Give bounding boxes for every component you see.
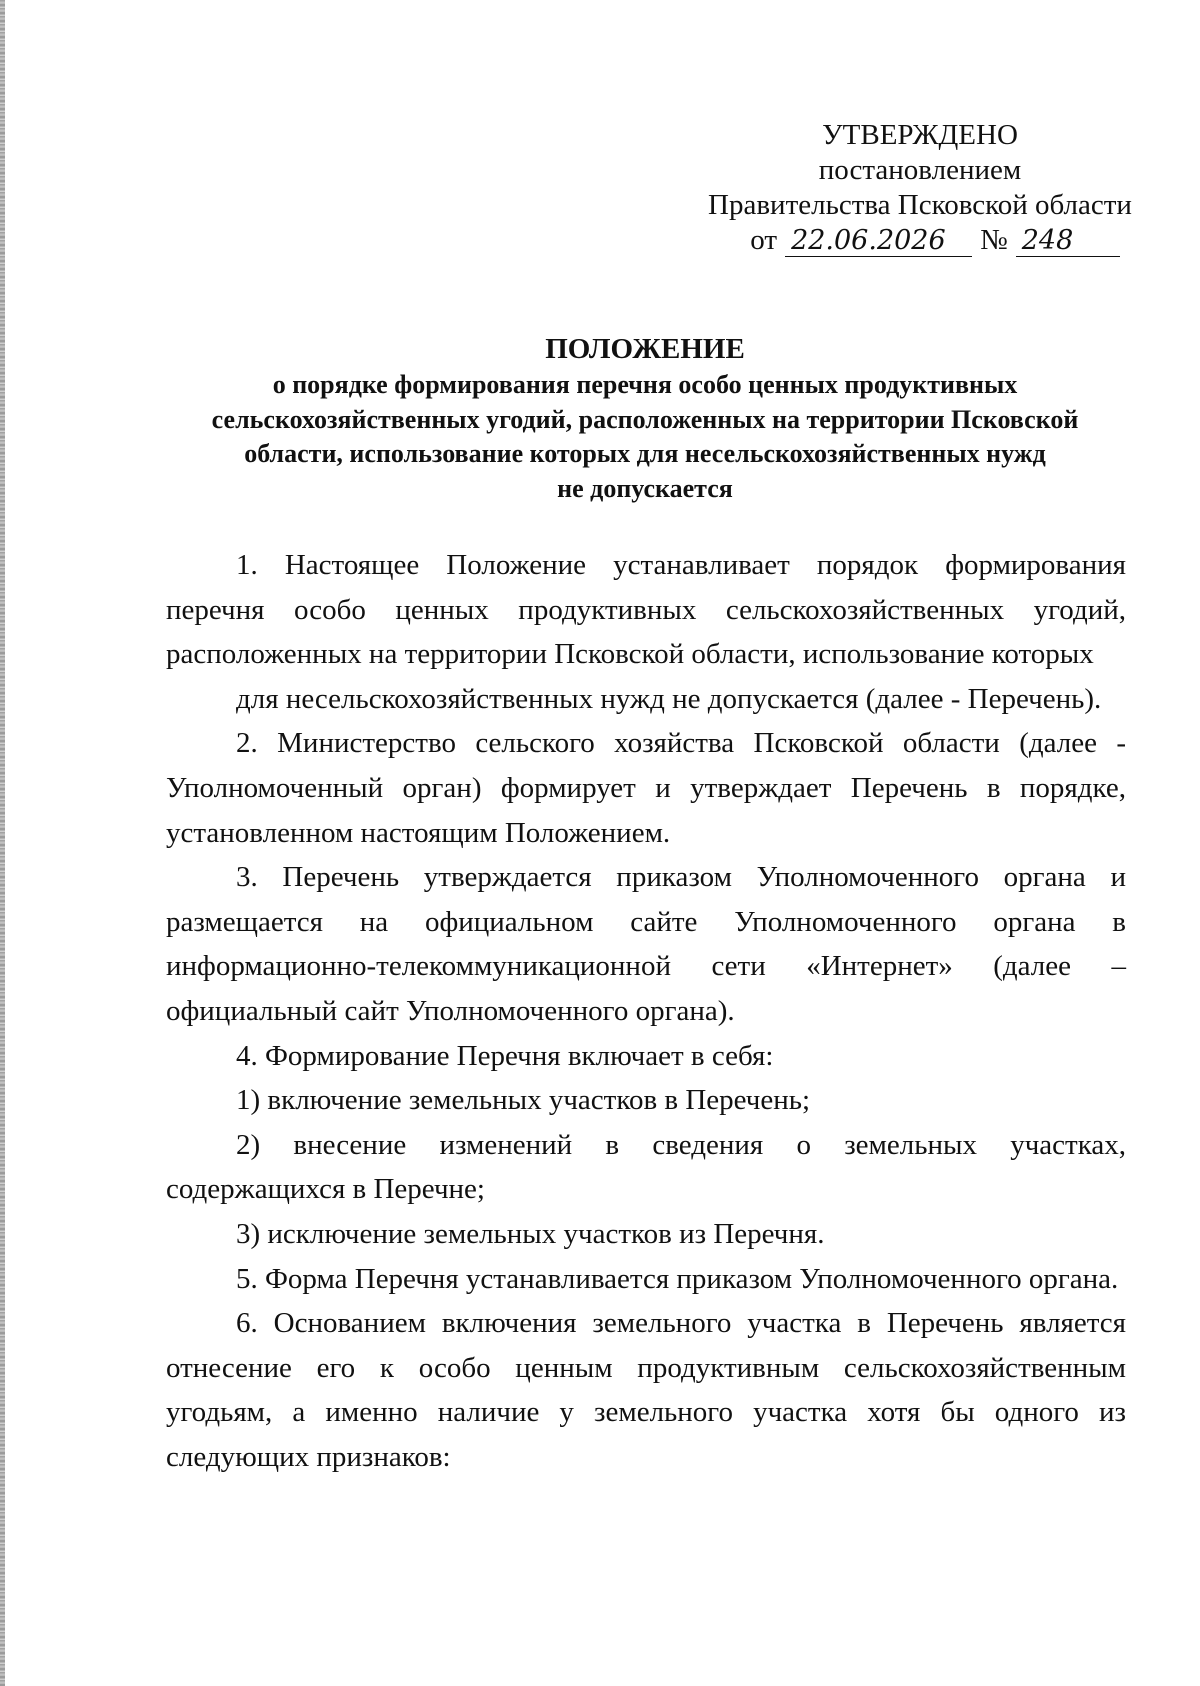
document-heading xyxy=(150,330,1140,506)
subtitle-line: не допускается xyxy=(557,473,733,503)
approval-block xyxy=(680,118,1160,258)
number-sign: № xyxy=(980,224,1008,256)
subtitle-line: сельскохозяйственных угодий, расположенных на территории Псковской xyxy=(211,404,1079,434)
document-body xyxy=(166,543,1126,1479)
handwritten-date: 22.06.2026 xyxy=(785,226,972,257)
scan-edge xyxy=(0,0,5,1686)
subtitle-line: области, использование которых для несельскохозяйственных нужд xyxy=(244,439,1046,468)
paragraph-5: 5. Форма Перечня устанавливается приказом Уполномоченного органа. xyxy=(236,1262,1119,1295)
approval-title: УТВЕРЖДЕНО xyxy=(822,119,1018,151)
list-item-3: 3) исключение земельных участков из Перечня. xyxy=(236,1217,825,1250)
list-item-2: 2) внесение изменений в сведения о земельных участках, содержащихся в Перечне; xyxy=(166,1128,1126,1206)
document-subtitle xyxy=(150,368,1140,506)
approval-date-line xyxy=(710,223,1160,258)
paragraph-1-continued: для несельскохозяйственных нужд не допускается (далее - Перечень). xyxy=(236,682,1102,715)
paragraph-3: 3. Перечень утверждается приказом Уполномоченного органа и размещается на официальном сайте Уполномоченного органа в информационно-телекоммуникационной сети «Интернет» (далее – официальный сайт Уполномоченного органа). xyxy=(166,861,1126,1027)
document-title: ПОЛОЖЕНИЕ xyxy=(545,333,745,365)
from-label: от xyxy=(750,224,778,256)
subtitle-line: о порядке формирования перечня особо ценных продуктивных xyxy=(272,370,1018,399)
approval-resolution: постановлением xyxy=(818,154,1022,186)
approval-authority: Правительства Псковской области xyxy=(708,189,1132,221)
list-item-1: 1) включение земельных участков в Перечень; xyxy=(236,1084,811,1117)
paragraph-1: 1. Настоящее Положение устанавливает порядок формирования перечня особо ценных продуктивных сельскохозяйственных угодий, расположенных на территории Псковской области, использование которых xyxy=(166,549,1126,671)
handwritten-number: 248 xyxy=(1016,226,1120,257)
paragraph-2: 2. Министерство сельского хозяйства Псковской области (далее - Уполномоченный орган) формирует и утверждает Перечень в порядке, установленном настоящим Положением. xyxy=(166,727,1126,849)
paragraph-6: 6. Основанием включения земельного участка в Перечень является отнесение его к особо ценным продуктивным сельскохозяйственным угодьям, а именно наличие у земельного участка хотя бы одного из следующих признаков: xyxy=(166,1307,1126,1473)
paragraph-4: 4. Формирование Перечня включает в себя: xyxy=(236,1039,774,1072)
